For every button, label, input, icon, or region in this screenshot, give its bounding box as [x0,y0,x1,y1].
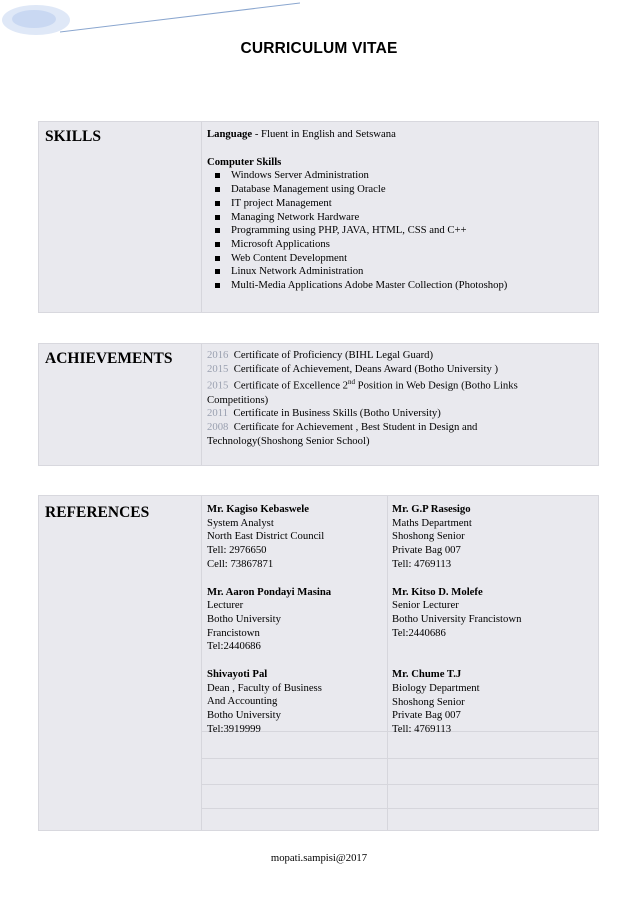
footer-text: mopati.sampisi@2017 [270,852,368,864]
computer-skills-list [207,169,587,292]
reference-line: Tell: 2976650 [207,544,267,557]
reference-line: Tell: 4769113 [392,723,452,736]
skill-item: IT project Management [207,197,587,211]
grid-line [202,808,599,809]
achievement-year: 2011 [207,407,228,420]
achievement-year: 2016 [207,349,229,361]
header-decorative-line [60,0,300,40]
reference-entry [392,586,592,641]
achievements-label: ACHIEVEMENTS [45,350,173,367]
skills-section [38,121,599,313]
reference-name: Mr. Kitso D. Molefe [392,585,483,598]
reference-entry [392,668,592,737]
reference-entry [207,668,385,737]
reference-entry [207,503,385,572]
achievement-year: 2008 [207,421,229,434]
reference-line: Private Bag 007 [392,544,461,557]
reference-line: System Analyst [207,516,274,529]
reference-line: Shoshong Senior [392,695,465,708]
reference-entry [392,503,592,572]
references-right-column [392,503,592,751]
achievement-item [207,421,572,448]
language-line [207,128,587,142]
reference-name: Mr. Aaron Pondayi Masina [207,585,332,598]
achievement-text: Certificate in Business Skills (Botho University) [233,407,441,420]
skill-item: Microsoft Applications [207,238,587,252]
skill-item: Database Management using Oracle [207,183,587,197]
reference-line: Botho University [207,709,281,722]
achievements-content [207,349,572,448]
reference-line: Dean , Faculty of Business [207,681,322,694]
reference-line: Tel:2440686 [207,640,261,653]
achievement-text: Certificate of Excellence 2 [233,379,348,392]
achievement-item [207,376,572,407]
skills-content [207,128,587,293]
reference-line: Botho University Francistown [392,612,522,625]
reference-line: Lecturer [207,599,244,612]
reference-line: Tel:3919999 [207,722,261,735]
reference-line: North East District Council [207,530,325,543]
section-divider [201,496,202,830]
reference-line: Francistown [207,626,260,639]
reference-line: Botho University [207,612,281,625]
grid-line [202,784,599,785]
achievement-item [207,407,572,421]
language-label: Language [207,128,253,140]
reference-line: Cell: 73867871 [207,557,274,570]
skill-item: Windows Server Administration [207,169,587,183]
skill-item: Linux Network Administration [207,265,587,279]
skill-item: Programming using PHP, JAVA, HTML, CSS and C++ [207,224,587,238]
achievement-text: Certificate of Proficiency (BIHL Legal Guard) [233,349,434,361]
skills-label: SKILLS [45,128,102,145]
language-value: - Fluent in English and Setswana [252,128,396,140]
achievement-year: 2015 [207,379,229,392]
reference-name: Mr. Chume T.J [392,668,462,681]
achievement-superscript: nd [347,378,355,387]
section-divider [201,122,202,312]
page-title: CURRICULUM VITAE [240,40,398,57]
achievement-text: Certificate for Achievement , Best Student in Design and Technology(Shoshong Senior School) [207,421,478,447]
reference-line: Private Bag 007 [392,709,461,722]
reference-name: Mr. Kagiso Kebaswele [207,503,310,515]
achievement-year: 2015 [207,362,229,375]
references-section [38,495,599,831]
reference-line: Biology Department [392,682,480,695]
section-divider [201,344,202,465]
grid-line [202,758,599,759]
achievement-item [207,349,572,363]
reference-line: Shoshong Senior [392,530,465,543]
reference-line: Maths Department [392,516,472,529]
reference-name: Mr. G.P Rasesigo [392,503,471,515]
references-label: REFERENCES [45,504,150,521]
skill-item: Multi-Media Applications Adobe Master Collection (Photoshop) [207,279,587,293]
skill-item: Web Content Development [207,252,587,266]
reference-name: Shivayoti Pal [207,668,268,681]
achievements-section [38,343,599,466]
achievement-text-cont: Position in Web Design (Botho Links Competitions) [207,379,518,406]
references-column-divider [387,496,388,830]
reference-line: Senior Lecturer [392,599,459,612]
references-left-column [207,503,385,751]
computer-skills-label: Computer Skills [207,155,282,168]
skill-item: Managing Network Hardware [207,211,587,225]
reference-line: And Accounting [207,695,278,708]
reference-entry [207,586,385,655]
achievement-text: Certificate of Achievement, Deans Award (Botho University ) [233,362,499,375]
reference-line: Tell: 4769113 [392,557,452,570]
reference-line: Tel:2440686 [392,626,446,639]
achievement-item [207,363,572,377]
